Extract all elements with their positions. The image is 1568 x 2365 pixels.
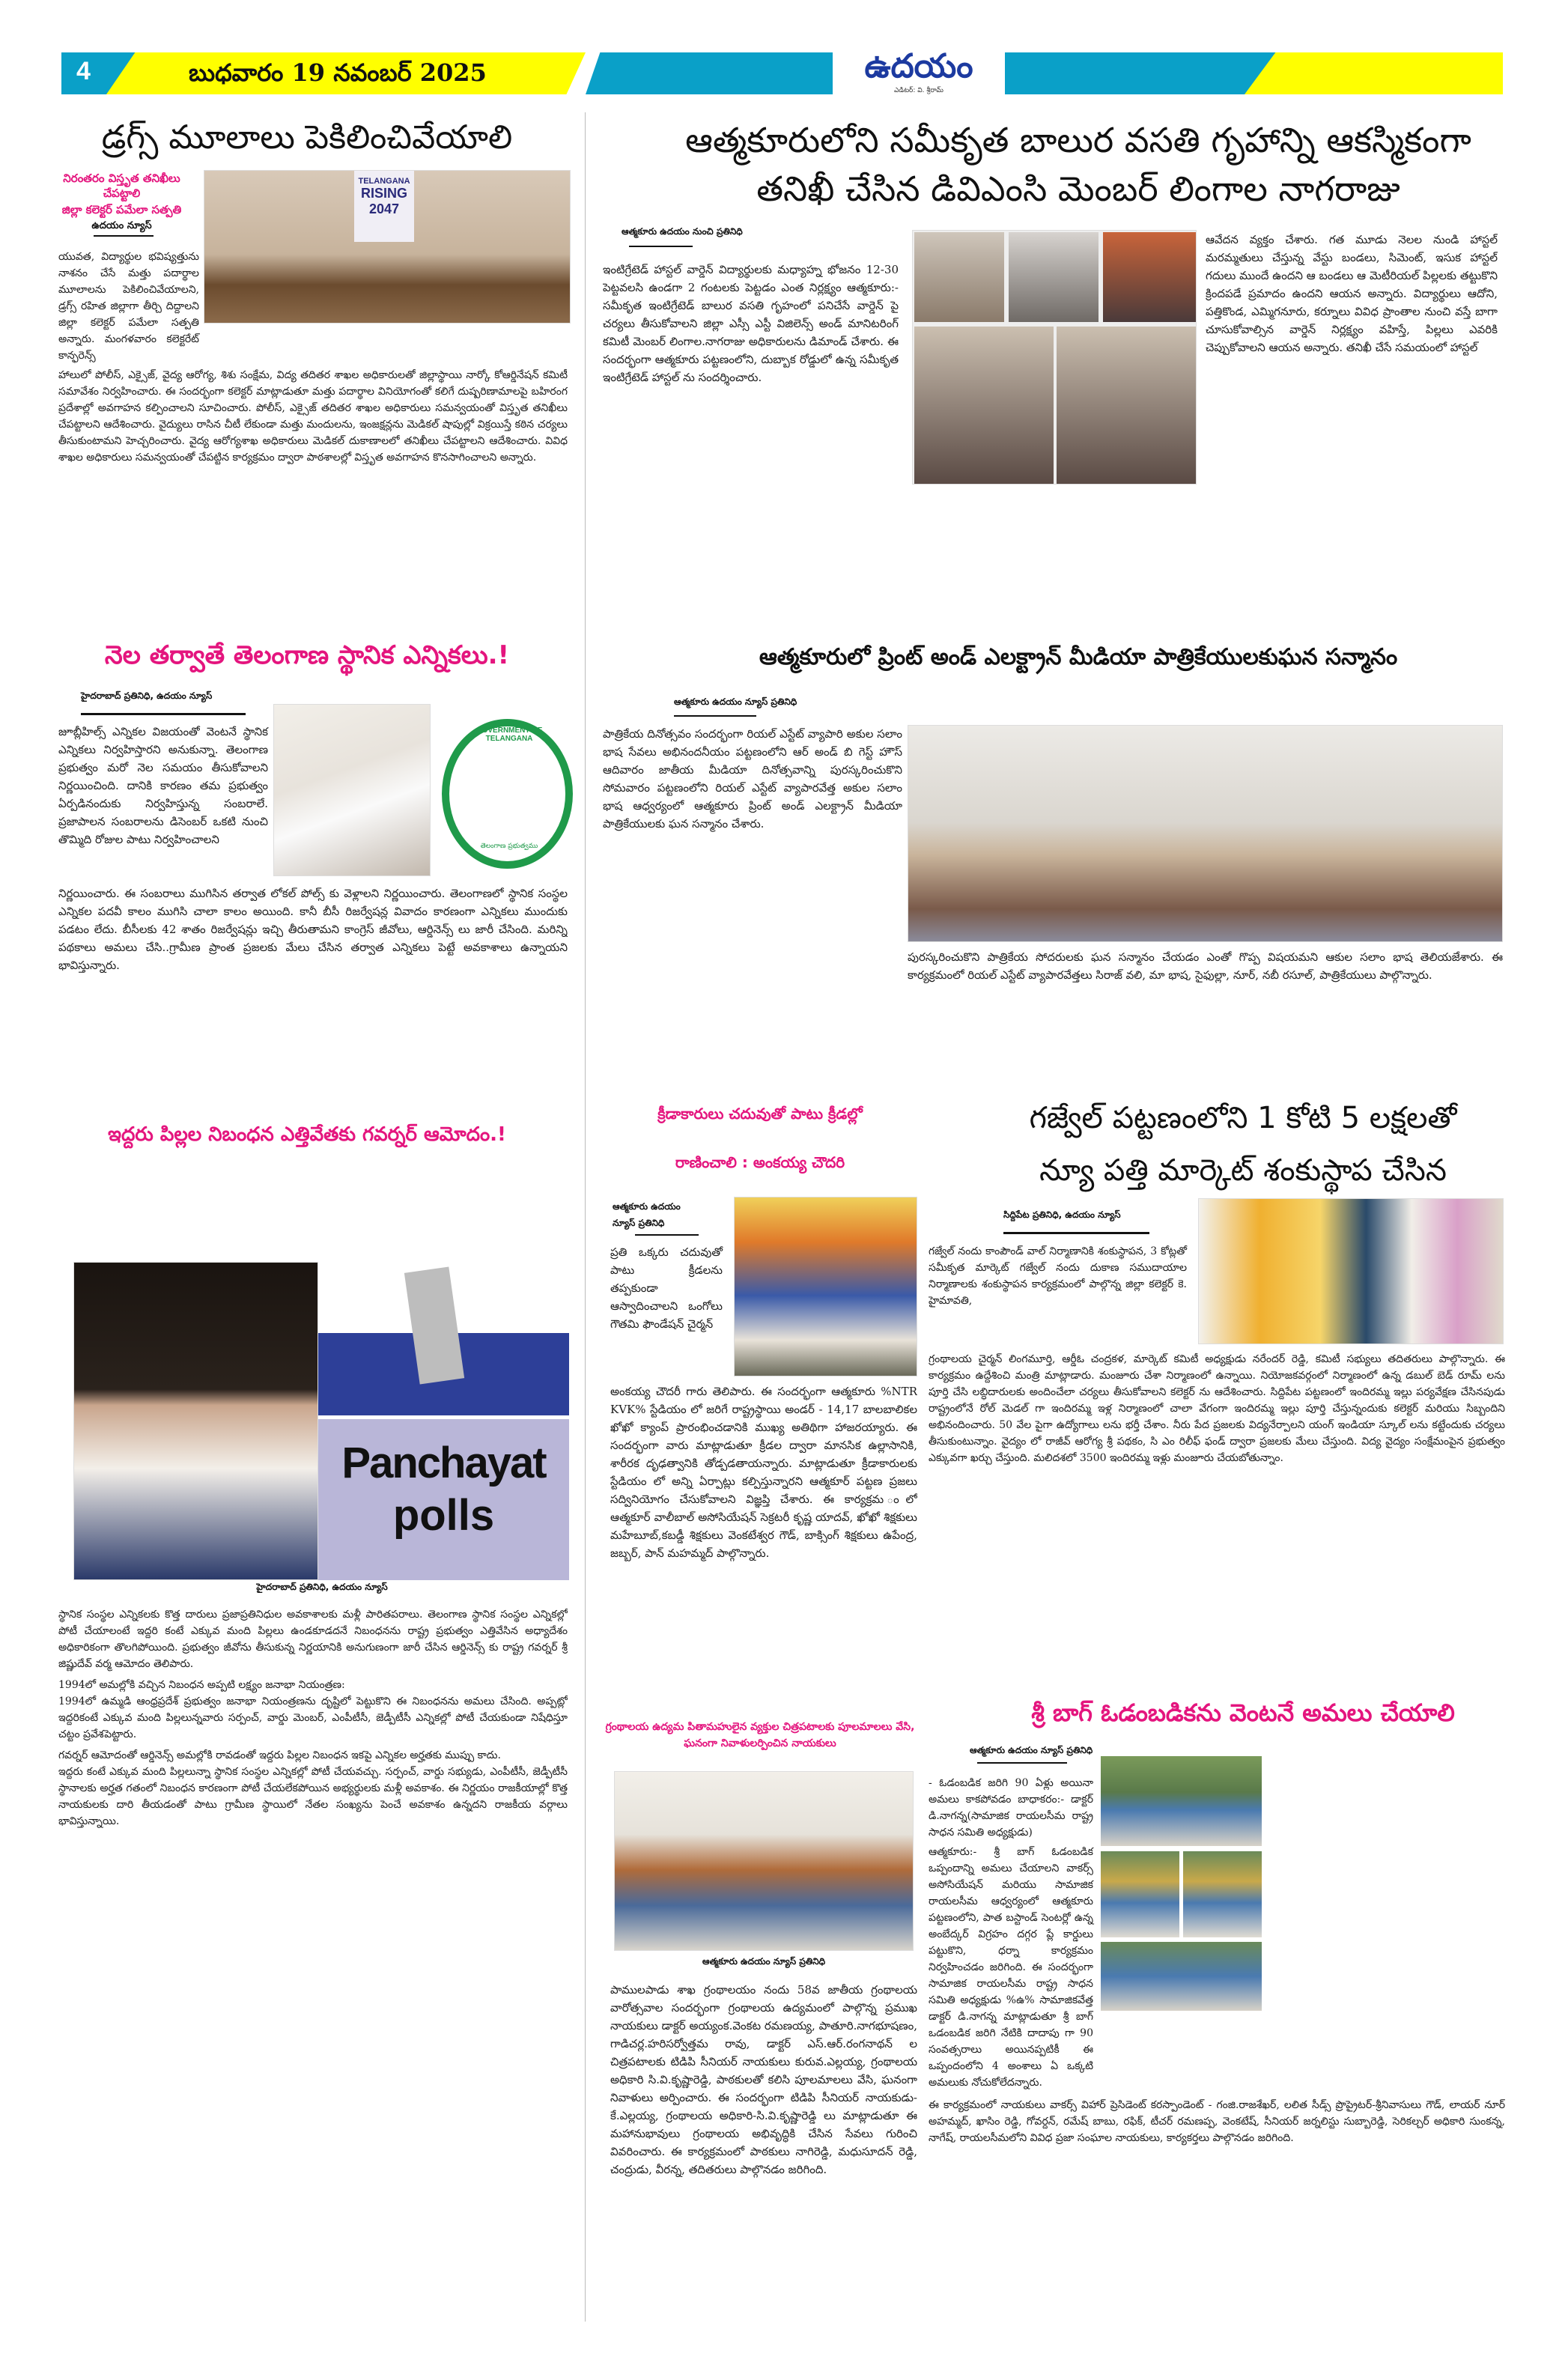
banner-text-rising: RISING bbox=[360, 186, 407, 201]
newspaper-logo bbox=[833, 46, 1005, 100]
sports-text-flow bbox=[610, 1243, 917, 1707]
gajwel-lead: గజ్వేల్ నందు కాంపౌండ్ వాల్ నిర్మాణానికి శంకుస్థాపన, 3 కోట్లతో సమీకృత మార్కెట్ గజ్వేల్ నందు దుకాణ సముదాయాల నిర్మాణాలకు శంకుస్థాపన కార్యక్రమంలో పాల్గొన్న జిల్లా కలెక్టర్ కె. హైమావతి, bbox=[929, 1245, 1187, 1307]
poster-text-panchayat: Panchayat bbox=[341, 1439, 546, 1487]
sports-body: అంకయ్య చౌదరీ గారు తెలిపారు. ఈ సందర్భంగా ఆత్మకూరు %NTR KVK% స్టేడియం లో జరిగే రాష్ట్రస్థాయి అండర్ - 14,17 బాలబాలికల ఖోఖో క్యాంప్ ప్రారంభించడానికి ముఖ్య అతిథిగా హాజరయ్యారు. ఈ సందర్భంగా వారు మాట్లాడుతూ క్రీడల ద్వారా మానసిక ఉల్లాసానికి, శారీరక దృఢత్వానికి తోడ్పడతాయన్నారు. మాట్లాడుతూ క్రీడాకారులకు స్టేడియం లో అన్ని ఏర్పాట్లు కల్పిస్తున్నారని ఆత్మకూర్ పట్టణ ప్రజలు సద్వినియోగం చేసుకోవాలని విజ్ఞప్తి చేశారు. ఈ కార్యక్రమ ంలో ఆత్మకూర్ వాలీబాల్ అసోసియేషన్ సెక్రటరీ కృష్ణ యాదవ్, ఖోఖో శిక్షకులు మహేబూబ్,కబడ్డీ శిక్షకులు వెంకటేశ్వర గౌడ్, బాక్సింగ్ శిక్షకులు ఉపేంద్ర, జబ్బర్, పాన్ మహమ్మద్ పాల్గొన్నారు. bbox=[610, 1385, 917, 1560]
library-headline: గ్రంథాలయ ఉద్యమ పితామహులైన వ్యక్తుల చిత్రపటాలకు పూలమాలలు వేసి, ఘనంగా నివాళులర్పించిన నాయకులు bbox=[605, 1721, 915, 1749]
drugs-text-flow bbox=[58, 249, 568, 631]
drugs-subhead-2: జిల్లా కలెక్టర్ పమేలా సత్పతి bbox=[61, 203, 182, 216]
hostel-body-right: ఆవేదన వ్యక్తం చేశారు. గత మూడు నెలల నుండి హాస్టల్ మరమ్మతులు చేస్తున్న వేస్టు బండలు, సిమెంట్, ఇసుక హాస్టల్ గదులు ముందే ఉందని ఆ బండలు ఆ మెటీరియల్ పిల్లలకు తట్టుకొని క్రిందపడే ప్రమాదం ఉందని ఆయన అన్నారు. విద్యార్థులు ఆదోని, పత్తికొండ, ఎమ్మిగనూరు, కర్నూలు వివిధ ప్రాంతాల నుంచి వస్తే బాగా చూసుకోవాల్సిన వార్డెన్ నిర్లక్ష్యం వహిస్తే, పిల్లలు ఎవరికి చెప్పుకోవాలని ఆయన అన్నారు. తనిఖీ చేసే సమయంలో హాస్టల్ bbox=[1206, 233, 1498, 354]
governor-subhead-1994: 1994లో అమల్లోకి వచ్చిన నిబంధన అప్పటి లక్ష్యం జనాభా నియంత్రణ: bbox=[58, 1679, 345, 1691]
drugs-byline: ఉదయం న్యూస్ bbox=[91, 220, 152, 231]
local-polls-byline-rule bbox=[81, 713, 246, 715]
gajwel-byline: సిద్దిపేట ప్రతినిధి, ఉదయం న్యూస్ bbox=[1003, 1209, 1121, 1220]
gajwel-body: గ్రంథాలయ చైర్మన్ లింగమూర్తి, ఆర్డీఓ చంద్రకళ, మార్కెట్ కమిటీ అధ్యక్షుడు నరేందర్ రెడ్డి, కమిటీ సభ్యులు తదితరులు పాల్గొన్నారు. ఈ కార్యక్రమం ఉద్దేశించి మంత్రి మాట్లాడారు. మంజూరు చేశా నిర్మాణంలో ఉన్నాయి. నియోజకవర్గంలో నిర్మాణంలో ఉన్న డబుల్ బెడ్ రూమ్ లను పూర్తి చేసి లబ్ధిదారులకు అందించేలా చర్యలు తీసుకోవాలని కలెక్టర్ ను ఆదేశించారు. సిద్దిపేట పట్టణంలో ఇందిరమ్మ ఇల్లు పర్యవేక్షణ చేసినపుడు రాష్ట్రంలోనే రోల్ మెడల్ గా ఇందిరమ్మ ఇళ్ల నిర్మాణంలో చాలా వేగంగా ఇందిరమ్మ ఇల్లు పూర్తి చేస్తున్నందుకు కలెక్టర్ మరియు సిబ్బందిని అభినందించారు. 50 వేల పైగా ఉద్యోగాలు లను భర్తీ చేశాం. నీరు పేద ప్రజలకు విద్యనేర్పాలని యంగ్ ఇండియా స్కూల్ లను కట్టేందుకు చర్యలు తీసుకుంటున్నాం. వైద్యం లో రాజీవ్ ఆరోగ్య శ్రీ పథకం, సి ఎం రిలీఫ్ ఫండ్ ద్వారా ప్రజలకు మేలు చేస్తుంది. విద్య వైద్యం సంక్షేమంపైన ప్రభుత్వం ఎక్కువగా ఖర్చు చేస్తుంది. మలిదశలో 3500 ఇందిరమ్మ ఇళ్లు మంజూరు చేయబోతున్నాం. bbox=[929, 1353, 1505, 1464]
local-polls-body: నిర్ణయించారు. ఈ సంబరాలు ముగిసిన తర్వాత లోకల్ పోల్స్ కు వెళ్లాలని నిర్ణయించారు. తెలంగాణలో స్థానిక సంస్థల ఎన్నికల పదవీ కాలం ముగిసి చాలా కాలం అయింది. కానీ బీసీ రిజర్వేషన్ల వివాదం కారణంగా ఎన్నికలు ముందుకు పడటం లేదు. బీసీలకు 42 శాతం రిజర్వేషన్లు ఇచ్చి తీరుతామని కాంగ్రెస్ జీవోలు, ఆర్డినెన్స్ లు జారీ చేసింది. మరిన్ని పథకాలు అమలు చేసి..గ్రామీణ ప్రాంత ప్రజలకు మేలు చేసిన తర్వాత ఎన్నికలు పెట్టే అవకాశాలు ఉన్నాయని భావిస్తున్నారు. bbox=[58, 887, 568, 972]
masthead-yellow-band-right bbox=[1245, 52, 1503, 94]
drugs-byline-rule bbox=[94, 235, 154, 237]
logo-text: ఉదయం bbox=[864, 47, 973, 85]
governor-text-flow bbox=[58, 1606, 568, 2337]
media-felicitation-byline: ఆత్మకూరు ఉదయం న్యూస్ ప్రతినిధి bbox=[674, 696, 797, 707]
media-felicitation-photo bbox=[908, 725, 1503, 942]
media-felicitation-body: పాత్రికేయ దినోత్సవం సందర్భంగా రియల్ ఎస్టేట్ వ్యాపారి అకుల సలాం భాష సేవలు అభినందనీయం పట్టణంలోని ఆర్ అండ్ బి గెస్ట్ హౌస్ ఆదివారం జాతీయ మీడియా దినోత్సవాన్ని పురస్కరించుకొని సోమవారం పట్టణంలోని రియల్ ఎస్టేట్ వ్యాపారవేత్త అకుల సలాం భాష ఆధ్వర్యంలో ఆత్మకూరు ప్రింట్ అండ్ ఎలక్ట్రాన్ మీడియా పాత్రికేయులకు ఘన సన్మానం చేశారు. bbox=[603, 727, 902, 831]
sribagh-body-bottom: ఈ కార్యక్రమంలో నాయకులు వాకర్స్ విహార్ ప్రెసిడెంట్ కరస్పాండెంట్ - గంజి.రాజశేఖర్, లలిత సీడ్స్ ప్రొప్రైటర్-శ్రీనివాసులు గౌడ్, లాయర్ నూర్ అహమ్మద్, ఖాసిం రెడ్డి, గోవర్దన్, రమేష్ బాబు, రఫిక్, టీచర్ రమణప్ప, వెంకటేష్, సీనియర్ జర్నలిస్టు సుబ్బారెడ్డి, సెరికల్చర్ అధికారి సుంకన్న, నాగేష్, రాయలసీమలోని వివిధ ప్రజా సంఘాల నాయకులు, కార్యకర్తలు పాల్గొనడం జరిగింది. bbox=[929, 2099, 1505, 2144]
drugs-body: హాలులో పోలీస్, ఎక్సైజ్, వైద్య ఆరోగ్య, శిశు సంక్షేమ, విద్య తదితర శాఖల అధికారులతో జిల్లాస్థాయి నార్కో కోఆర్డినేషన్ కమిటీ సమావేశం నిర్వహించారు. ఈ సందర్భంగా కలెక్టర్ మాట్లాడుతూ మత్తు పదార్థాల వినియోగంతో కలిగే దుష్పరిణామాలపై బహిరంగ ప్రదేశాల్లో అవగాహన కల్పించాలని సూచించారు. పోలీస్, ఎక్సైజ్ తదితర శాఖల అధికారులు సమన్వయంతో విస్తృత తనిఖీలు చేపట్టాలని ఆదేశించారు. వైద్యులు రాసిన చీటీ లేకుండా మత్తు మందులను, ఇంజక్షన్లను మెడికల్ షాపుల్లో విక్రయిస్తే కఠిన చర్యలు తీసుకుంటామని హెచ్చరించారు. వైద్య ఆరోగ్యశాఖ అధికారులు మెడికల్ దుకాణాలలో తనిఖీలు చేపట్టాలని ఆదేశించారు. వివిధ శాఖల అధికారులు సమన్వయంతో చేపట్టిన కార్యక్రమం ద్వారా పాఠశాలల్లో విస్తృత అవగాహన కొనసాగించాలని అన్నారు. bbox=[58, 369, 568, 464]
logo-tagline: ఎడిటర్: వి. శ్రీరామ్ bbox=[894, 87, 943, 94]
governor-body: స్థానిక సంస్థల ఎన్నికలకు కొత్త దారులు ప్రజాప్రతినిధుల అవకాశాలకు మళ్లీ పారితపరాలు. తెలంగాణ స్థానిక సంస్థల ఎన్నికల్లో పోటీ చేయాలంటే ఇద్దరి కంటే ఎక్కువ మంది పిల్లలు ఉండకూడదనే నిబంధనను రాష్ట్ర ప్రభుత్వం ఎత్తివేసిన అధ్యాదేశం అధికారికంగా తొలగిపోయింది. ప్రభుత్వం జీవోను తీసుకున్న నిర్ణయానికి అనుగుణంగా జారీ చేసిన ఆర్డినెన్స్ కు రాష్ట్ర గవర్నర్ శ్రీ జిష్ణుదేవ్ వర్మ ఆమోదం తెలిపారు. bbox=[58, 1609, 568, 1670]
drugs-lead: యువత, విద్యార్థుల భవిష్యత్తును నాశనం చేసే మత్తు పదార్థాల మూలాలను పెకిలించివేయాలని, డ్రగ్స్ రహిత జిల్లాగా తీర్చి దిద్దాలని జిల్లా కలెక్టర్ పమేలా సత్పతి అన్నారు. మంగళవారం కలెక్టరేట్ కాన్ఫరెన్స్ bbox=[58, 251, 199, 362]
governor-body-3: ఇద్దరు కంటే ఎక్కువ మంది పిల్లలున్నా స్థానిక సంస్థల ఎన్నికల్లో పోటీ చేయవచ్చు. సర్పంచ్, వార్డు సభ్యుడు, ఎంపీటీసీ, జెడ్పీటీసీ స్థానాలకు అర్హత గతంలో నిబంధన కారణంగా పోటీ చేయలేకపోయిన అభ్యర్థులకు మళ్లీ అవకాశం. ఈ నిర్ణయం రాజకీయాల్లో కొత్త నాయకులకు దారి తీయడంతో పాటు గ్రామీణ స్థాయిలో నేతల సంఖ్యను పెంచే అవకాశం ఉన్నదని రాజకీయ వర్గాలు భావిస్తున్నాయి. bbox=[58, 1766, 568, 1827]
local-polls-byline: హైదరాబాద్ ప్రతినిధి, ఉదయం న్యూస్ bbox=[81, 690, 213, 701]
library-byline: ఆత్మకూరు ఉదయం న్యూస్ ప్రతినిధి bbox=[702, 1956, 826, 1967]
emblem-text: GOVERNMENT OF TELANGANA bbox=[475, 726, 543, 743]
governor-headline: ఇద్దరు పిల్లల నిబంధన ఎత్తివేతకు గవర్నర్ ఆమోదం.! bbox=[108, 1123, 506, 1146]
hostel-photo-3 bbox=[1103, 232, 1196, 322]
sports-headline-line1: క్రీడాకారులు చదువుతో పాటు క్రీడల్లో bbox=[657, 1105, 863, 1123]
page-number: 4 bbox=[76, 57, 91, 85]
hostel-byline: ఆత్మకూరు ఉదయం నుంచి ప్రతినిధి bbox=[622, 226, 743, 237]
hostel-photo-2 bbox=[1009, 232, 1098, 322]
panchayat-polls-illustration bbox=[318, 1262, 569, 1580]
masthead bbox=[61, 47, 1503, 94]
media-felicitation-body-bottom: పురస్కరించుకొని పాత్రికేయ సోదరులకు ఘన సన్మానం చేయడం ఎంతో గొప్ప విషయమని ఆకుల సలాం భాష తెలియజేశారు. ఈ కార్యక్రమంలో రియల్ ఎస్టేట్ వ్యాపారవేత్తలు సిరాజ్ వలి, మా భాష, సైఫుల్లా, నూర్, నబీ రసూల్, పాత్రికేయులు పాల్గొన్నారు. bbox=[908, 950, 1503, 982]
hostel-photo-4 bbox=[914, 327, 1054, 484]
hostel-body-left: ఇంటిగ్రేటెడ్ హాస్టల్ వార్డెన్ విద్యార్థులకు మధ్యాహ్న భోజనం 12-30 పెట్టవలసి ఉండగా 2 గంటలకు పెట్టడం ఎంత నిర్లక్ష్యం ఆత్మకూరు:-సమీకృత ఇంటిగ్రేటెడ్ బాలుర వసతి గృహంలో పనిచేసే వార్డెన్ పై చర్యలు తీసుకోవాలని జిల్లా ఎస్సీ ఎస్టీ విజిలెన్స్ అండ్ మానిటరింగ్ కమిటీ మెంబర్ లింగాల.నాగరాజు అధికారులను డిమాండ్ చేశారు. ఈ సందర్భంగా ఆత్మకూరు పట్టణంలోని, దుబ్బాక రోడ్డులో ఉన్న సమీకృత ఇంటిగ్రేటెడ్ హాస్టల్ ను సందర్శించారు. bbox=[603, 263, 899, 384]
telangana-rising-banner bbox=[354, 171, 414, 242]
emblem-bottom-text: తెలంగాణ ప్రభుత్వము bbox=[480, 843, 538, 850]
local-polls-headline: నెల తర్వాతే తెలంగాణ స్థానిక ఎన్నికలు.! bbox=[104, 640, 510, 670]
hostel-photo-collage bbox=[912, 230, 1197, 485]
poster-text-polls: polls bbox=[392, 1491, 495, 1540]
column-divider-left bbox=[585, 112, 586, 2322]
governor-photo bbox=[73, 1262, 318, 1580]
library-body: పాములపాడు శాఖ గ్రంథాలయం నందు 58వ జాతీయ గ్రంథాలయ వారోత్సవాల సందర్భంగా గ్రంథాలయ ఉద్యమంలో పాల్గొన్న ప్రముఖ నాయకులు డాక్టర్ అయ్యంక.వెంకట రమణయ్య, పాతూరి.నాగభూషణం, గాడిచర్ల.హరిసర్వోత్తమ రావు, డాక్టర్ ఎస్.ఆర్.రంగనాథన్ ల చిత్రపటాలకు టిడిపి సీనియర్ నాయకులు కురువ.ఎల్లయ్య, గ్రంథాలయ అధికారి సి.వి.కృష్ణారెడ్డి, పాఠకులతో కలిసి పూలమాలలు వేసి, ఘనంగా నివాళులు అర్పించారు. ఈ సందర్భంగా టిడిపి సీనియర్ నాయకుడు-కే.ఎల్లయ్య, గ్రంథాలయ అధికారి-సి.వి.కృష్ణారెడ్డి లు మాట్లాడుతూ ఈ మహానుభావులు గ్రంథాలయ అభివృద్ధికి చేసిన సేవలు గురించి వివరించారు. ఈ కార్యక్రమంలో పాఠకులు నాగిరెడ్డి, మధుసూదన్ రెడ్డి, చంద్రుడు, వీరన్న, తదితరులు పాల్గొనడం జరిగింది. bbox=[610, 1983, 917, 2176]
hostel-headline-line1: ఆత్మకూరులోని సమీకృత బాలుర వసతి గృహాన్ని ఆకస్మికంగా bbox=[685, 120, 1471, 160]
media-felicitation-headline: ఆత్మకూరులో ప్రింట్ అండ్ ఎలక్ట్రాన్ మీడియా పాత్రికేయులకుఘన సన్మానం bbox=[759, 644, 1398, 670]
drugs-subhead-1: నిరంతరం విస్తృత తనిఖీలు చేపట్టాలి bbox=[63, 171, 180, 200]
governor-body-2: 1994లో ఉమ్మడి ఆంధ్రప్రదేశ్ ప్రభుత్వం జనాభా నియంత్రణను దృష్టిలో పెట్టుకొని ఈ నిబంధనను అమలు చేసింది. అప్పట్లో ఇద్దరికంటే ఎక్కువ మంది పిల్లలున్నవారు సర్పంచ్, వార్డు మెంబర్, ఎంపీటీసీ, జెడ్పీటీసీ ఎన్నికల్లో పోటీ చేయకుండా నిషేధిస్తూ చట్టం ప్రవేశపెట్టారు. bbox=[58, 1695, 568, 1740]
sribagh-text-flow bbox=[929, 1775, 1505, 2337]
gajwel-text-flow bbox=[929, 1243, 1505, 1689]
sribagh-byline: ఆత్మకూరు ఉదయం న్యూస్ ప్రతినిధి bbox=[970, 1745, 1093, 1755]
governor-subhead-rule: గవర్నర్ ఆమోదంతో ఆర్డినెన్స్ అమల్లోకి రావడంతో ఇద్దరు పిల్లల నిబంధన ఇకపై ఎన్నికల అర్హతకు ముప్పు కాదు. bbox=[58, 1749, 501, 1761]
hostel-photo-1 bbox=[914, 232, 1004, 322]
hostel-headline-line2: తనిఖీ చేసిన డివిఎంసి మెంబర్ లింగాల నాగరాజు bbox=[756, 169, 1400, 209]
sports-byline-rule bbox=[635, 1234, 699, 1236]
drugs-headline: డ్రగ్స్ మూలాలు పెకిలించివేయాలి bbox=[101, 118, 513, 157]
banner-text-2047: 2047 bbox=[368, 201, 400, 216]
sports-headline-line2: రాణించాలి : అంకయ్య చౌదరి bbox=[675, 1153, 845, 1171]
local-polls-lead: జూబ్లీహిల్స్ ఎన్నికల విజయంతో వెంటనే స్థానిక ఎన్నికలు నిర్వహిస్తారని అనుకున్నా. తెలంగాణ ప్రభుత్వం మరో నెల సమయం తీసుకోవాలని నిర్ణయించింది. దానికి కారణం తమ ప్రభుత్వం ఏర్పడినందుకు నిర్వహిస్తున్న సంబరాలే. ప్రజాపాలన సంబరాలను డిసెంబర్ ఒకటి నుంచి తొమ్మిది రోజుల పాటు నిర్వహించాలని bbox=[58, 725, 268, 846]
gajwel-headline-line2: న్యూ పత్తి మార్కెట్ శంకుస్థాప చేసిన bbox=[1039, 1153, 1447, 1188]
local-polls-text-flow bbox=[58, 723, 568, 1093]
governor-byline: హైదరాబాద్ ప్రతినిధి, ఉదయం న్యూస్ bbox=[256, 1582, 388, 1592]
media-felicitation-byline-rule bbox=[674, 715, 756, 717]
gajwel-byline-rule bbox=[1003, 1232, 1149, 1234]
sribagh-byline-rule bbox=[977, 1762, 1067, 1764]
sribagh-lead: - ఓడంబడిక జరిగి 90 ఏళ్లు అయినా అమలు కాకపోవడం బాధాకరం:- డాక్టర్ డి.నాగన్న(సామాజిక రాయలసీమ రాష్ట్ర సాధన సమితి అధ్యక్షుడు) bbox=[929, 1777, 1093, 1839]
gajwel-headline-line1: గజ్వేల్ పట్టణంలోని 1 కోటి 5 లక్షలతో bbox=[1029, 1101, 1457, 1135]
library-tribute-photo bbox=[614, 1771, 914, 1951]
sports-lead: ప్రతి ఒక్కరు చదువుతో పాటు క్రీడలను తప్పకుండా ఆస్వాదించాలని ఒంగోలు గౌతమి ఫౌండేషన్ చైర్మన్ bbox=[610, 1245, 723, 1331]
issue-date: బుధవారం 19 నవంబర్ 2025 bbox=[189, 58, 487, 87]
sribagh-body: ఆత్మకూరు:- శ్రీ బాగ్ ఓడంబడిక ఒప్పందాన్ని అమలు చేయాలని వాకర్స్ అసోసియేషన్ మరియు సామాజిక రాయలసీమ ఆధ్వర్యంలో ఆత్మకూరు పట్టణంలోని, పాత బస్టాండ్ సెంటర్లో ఉన్న అంబేద్కర్ విగ్రహం దగ్గర ప్లే కార్డులు పట్టుకొని, ధర్నా కార్యక్రమం నిర్వహించడం జరిగింది. ఈ సందర్భంగా సామాజిక రాయలసీమ రాష్ట్ర సాధన సమితి అధ్యక్షుడు %ఉ% సామాజికవేత్త డాక్టర్ డి.నాగన్న మాట్లాడుతూ శ్రీ బాగ్ ఒడంబడిక జరిగి నేటికి దాదాపు గా 90 సంవత్సరాలు అయినప్పటికీ ఈ ఒప్పందంలోని 4 అంశాలు ఏ ఒక్కటి అమలుకు నోచుకోలేదన్నారు. bbox=[929, 1846, 1093, 2089]
banner-text-telangana: TELANGANA bbox=[358, 177, 410, 186]
hostel-photo-5 bbox=[1057, 327, 1196, 484]
sports-byline: ఆత్మకూరు ఉదయం న్యూస్ ప్రతినిధి bbox=[613, 1201, 681, 1228]
sribagh-headline: శ్రీ బాగ్ ఓడంబడికను వెంటనే అమలు చేయాలి bbox=[1031, 1698, 1455, 1727]
hostel-byline-rule bbox=[629, 246, 693, 247]
